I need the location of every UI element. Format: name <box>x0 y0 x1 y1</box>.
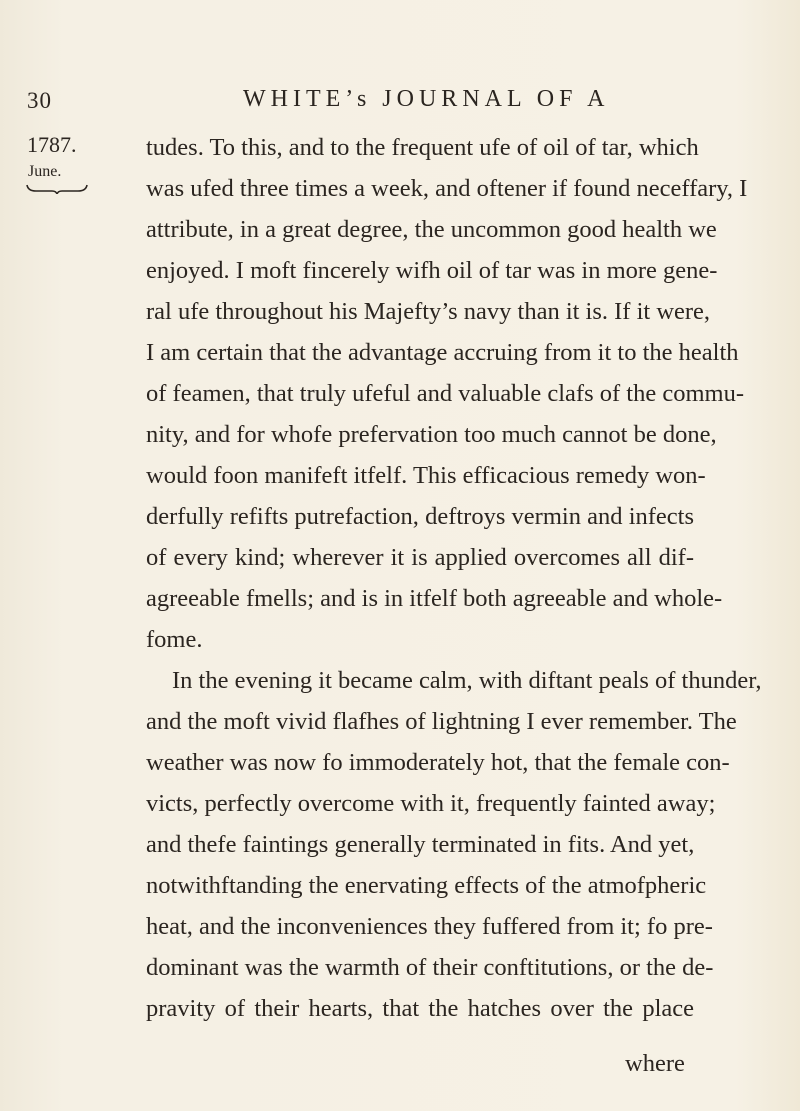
text-line: would foon manifeft itfelf. This efficacious remedy won- <box>146 462 706 489</box>
text-line: of every kind; wherever it is applied overcomes all dif- <box>146 544 694 571</box>
text-line: fome. <box>146 626 203 653</box>
text-line: heat, and the inconveniences they fuffered from it; fo pre- <box>146 913 713 940</box>
running-head: WHITE’s JOURNAL OF A <box>243 86 610 112</box>
text-line: and the moft vivid flafhes of lightning I ever remember. The <box>146 708 737 735</box>
text-line: ral ufe throughout his Majefty’s navy than it is. If it were, <box>146 298 711 325</box>
text-line: weather was now fo immoderately hot, that the female con- <box>146 749 730 776</box>
page-number: 30 <box>27 88 52 113</box>
text-line: of feamen, that truly ufeful and valuable clafs of the commu- <box>146 380 744 407</box>
margin-note-month: June. <box>28 163 62 180</box>
text-line: notwithftanding the enervating effects of the atmofpheric <box>146 872 707 899</box>
catchword: where <box>625 1050 685 1077</box>
text-line: derfully refifts putrefaction, deftroys vermin and infects <box>146 503 694 530</box>
text-line: was ufed three times a week, and oftener if found neceffary, I <box>146 175 748 202</box>
text-line: pravity of their hearts, that the hatches over the place <box>146 995 694 1022</box>
text-line: nity, and for whofe prefervation too much cannot be done, <box>146 421 717 448</box>
text-line: tudes. To this, and to the frequent ufe of oil of tar, which <box>146 134 699 161</box>
margin-note-year: 1787. <box>27 132 77 157</box>
text-line: victs, perfectly overcome with it, frequently fainted away; <box>146 790 716 817</box>
text-line: enjoyed. I moft fincerely wifh oil of tar was in more gene- <box>146 257 718 284</box>
text-line: and thefe faintings generally terminated in fits. And yet, <box>146 831 695 858</box>
text-line: In the evening it became calm, with diftant peals of thunder, <box>172 667 762 694</box>
text-line: agreeable fmells; and is in itfelf both agreeable and whole- <box>146 585 723 612</box>
text-line: dominant was the warmth of their conftitutions, or the de- <box>146 954 714 981</box>
text-line: attribute, in a great degree, the uncommon good health we <box>146 216 717 243</box>
margin-brace-icon <box>26 184 88 194</box>
text-line: I am certain that the advantage accruing from it to the health <box>146 339 739 366</box>
